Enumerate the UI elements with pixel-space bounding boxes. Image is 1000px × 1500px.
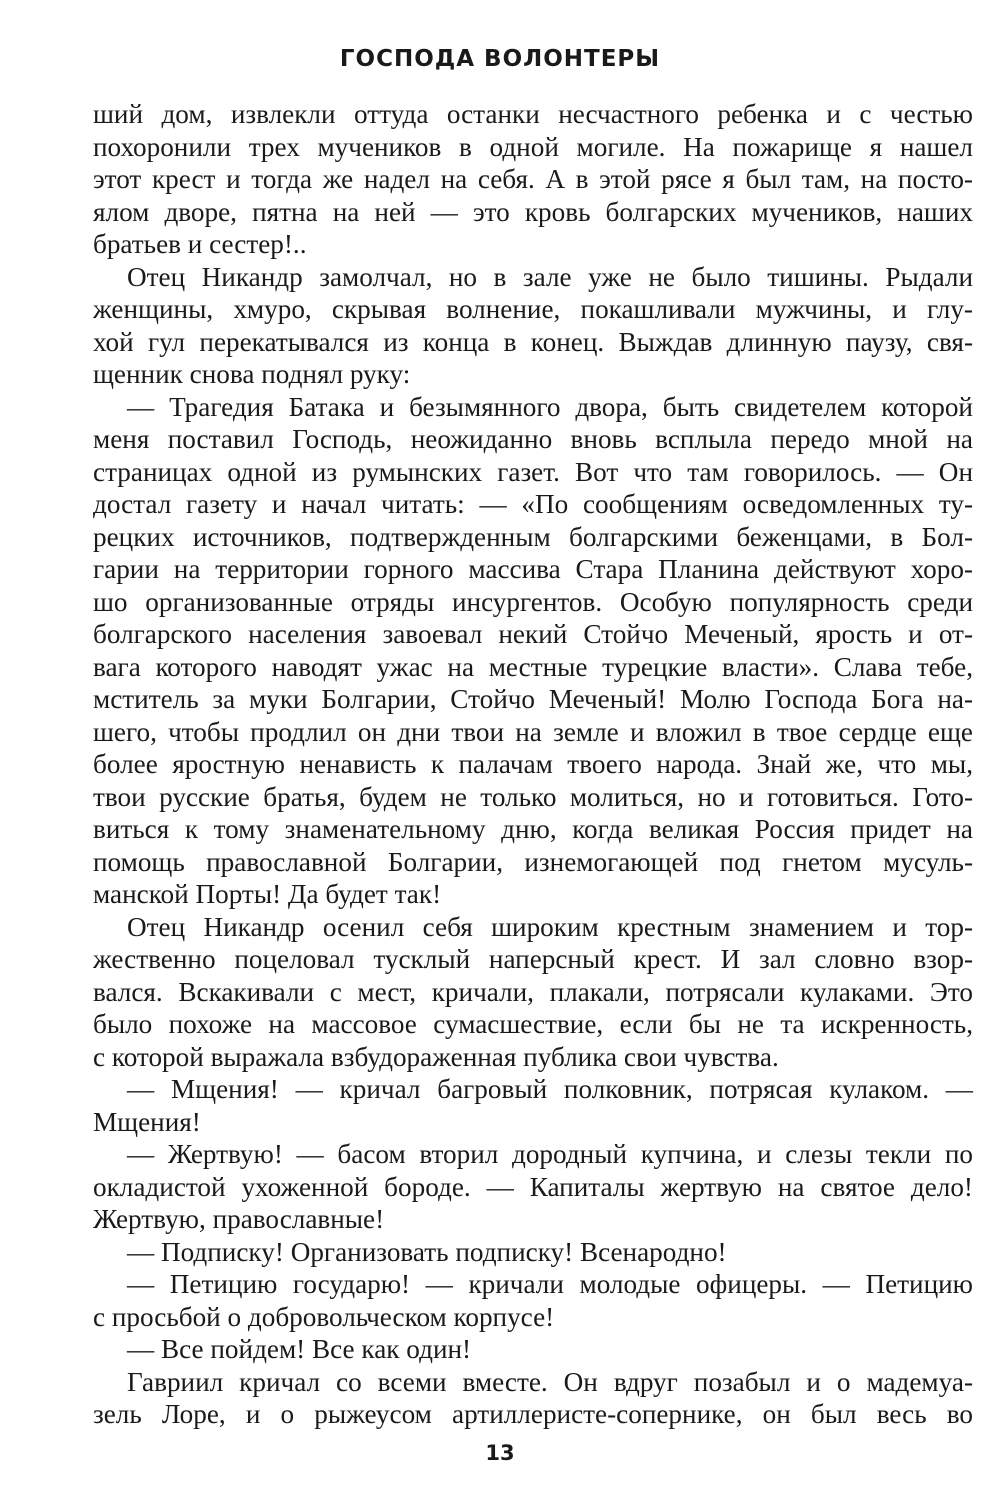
text-line: братьев и сестер!.. bbox=[93, 229, 307, 259]
text-line: ялом дворе, пятна на ней — это кровь болгарских мучеников, наших bbox=[93, 196, 973, 227]
text-line: — Жертвую! — басом вторил дородный купчина, и слезы текли по bbox=[127, 1139, 973, 1169]
text-line: — Мщения! — кричал багровый полковник, потрясая кулаком. — bbox=[127, 1074, 973, 1104]
text-line: этот крест и тогда же надел на себя. А в этой рясе я был там, на посто- bbox=[93, 164, 973, 194]
text-line: — Все пойдем! Все как один! bbox=[127, 1334, 472, 1364]
running-title: ГОСПОДА ВОЛОНТЕРЫ bbox=[339, 46, 661, 72]
text-line: жественно поцеловал тусклый наперсный крест. И зал словно взор- bbox=[93, 944, 973, 974]
text-line: — Трагедия Батака и безымянного двора, быть свидетелем которой bbox=[127, 391, 973, 422]
body-text bbox=[93, 98, 973, 1431]
text-line: — Подписку! Организовать подписку! Всенародно! bbox=[127, 1236, 727, 1267]
text-line: Жертвую, православные! bbox=[93, 1204, 385, 1234]
text-line: ший дом, извлекли оттуда останки несчастного ребенка и с честью bbox=[93, 99, 973, 129]
text-line: хой гул перекатывался из конца в конец. Выждав длинную паузу, свя- bbox=[93, 326, 973, 357]
text-line: гарии на территории горного массива Стара Планина действуют хоро- bbox=[93, 554, 973, 584]
text-line: мститель за муки Болгарии, Стойчо Меченый! Молю Господа Бога на- bbox=[93, 684, 973, 714]
text-line: меня поставил Господь, неожиданно вновь всплыла передо мной на bbox=[93, 424, 973, 454]
text-line: виться к тому знаменательному дню, когда великая Россия придет на bbox=[93, 814, 973, 844]
text-line: с которой выражала взбудораженная публика свои чувства. bbox=[93, 1041, 779, 1072]
text-line: — Петицию государю! — кричали молодые офицеры. — Петицию bbox=[127, 1269, 973, 1299]
text-line: с просьбой о добровольческом корпусе! bbox=[93, 1301, 555, 1332]
text-line: помощь православной Болгарии, изнемогающей под гнетом мусуль- bbox=[93, 846, 973, 877]
text-line: Мщения! bbox=[93, 1106, 201, 1137]
text-line: болгарского населения завоевал некий Стойчо Меченый, ярость и от- bbox=[93, 619, 973, 649]
text-line: женщины, хмуро, скрывая волнение, покашливали мужчины, и глу- bbox=[93, 294, 973, 324]
text-line: твои русские братья, будем не только молиться, но и готовиться. Гото- bbox=[93, 781, 973, 812]
text-line: было похоже на массовое сумасшествие, если бы не та искренность, bbox=[93, 1009, 973, 1039]
text-line: шего, чтобы продлил он дни твои на земле и вложил в твое сердце еще bbox=[93, 716, 973, 747]
text-line: страницах одной из румынских газет. Вот что там говорилось. — Он bbox=[93, 456, 973, 487]
text-line: манской Порты! Да будет так! bbox=[93, 879, 442, 909]
text-line: более яростную ненависть к палачам твоего народа. Знай же, что мы, bbox=[93, 749, 973, 779]
text-line: шо организованные отряды инсургентов. Особую популярность среди bbox=[93, 586, 973, 617]
text-line: достал газету и начал читать: — «По сообщениям осведомленных ту- bbox=[93, 489, 973, 519]
text-line: рецких источников, подтвержденным болгарскими беженцами, в Бол- bbox=[93, 521, 973, 552]
text-line: щенник снова поднял руку: bbox=[93, 359, 411, 389]
text-line: вага которого наводят ужас на местные турецкие власти». Слава тебе, bbox=[93, 651, 973, 682]
text-line: Отец Никандр осенил себя широким крестным знамением и тор- bbox=[127, 911, 973, 942]
text-line: зель Лоре, и о рыжеусом артиллеристе-сопернике, он был весь во bbox=[93, 1399, 973, 1429]
page-number: 13 bbox=[485, 1441, 515, 1465]
text-line: похоронили трех мучеников в одной могиле. На пожарище я нашел bbox=[93, 131, 973, 162]
text-line: вался. Вскакивали с мест, кричали, плакали, потрясали кулаками. Это bbox=[93, 976, 973, 1007]
text-line: Отец Никандр замолчал, но в зале уже не было тишины. Рыдали bbox=[127, 261, 973, 292]
text-line: Гавриил кричал со всеми вместе. Он вдруг позабыл и о мадемуа- bbox=[127, 1366, 973, 1397]
text-line: окладистой ухоженной бороде. — Капиталы жертвую на святое дело! bbox=[93, 1171, 973, 1202]
